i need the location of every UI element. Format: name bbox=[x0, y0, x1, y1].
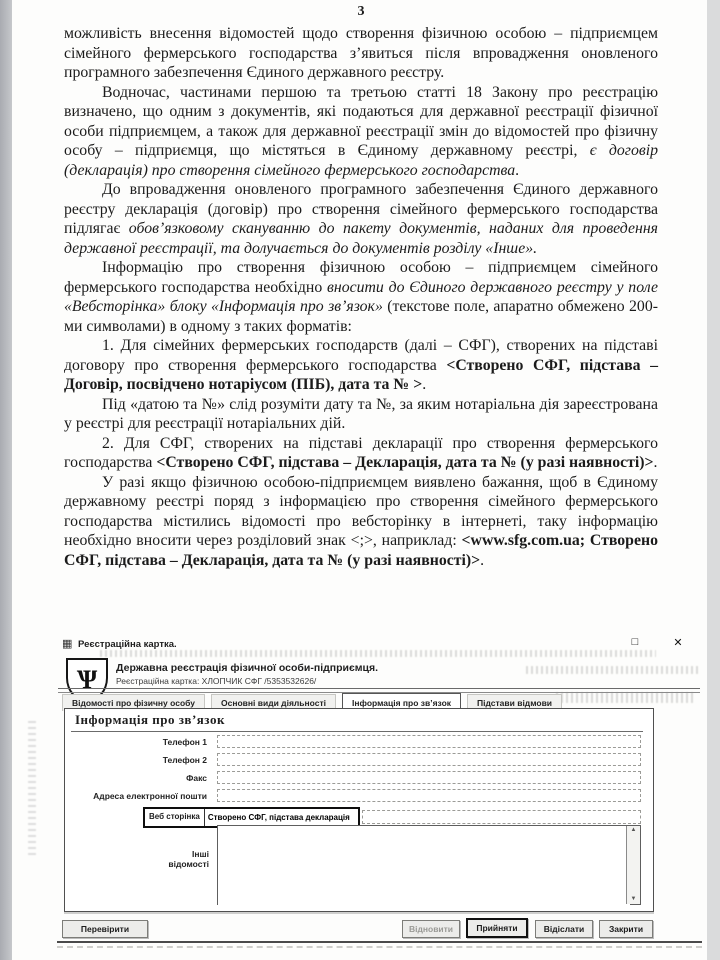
scroll-down-icon[interactable]: ▼ bbox=[630, 896, 637, 902]
window-bottom-edge bbox=[57, 941, 702, 943]
header-title: Державна реєстрація фізичної особи-підприємця. bbox=[116, 662, 379, 674]
tab-refusal-grounds[interactable]: Підстави відмови bbox=[467, 694, 562, 711]
close-window-button[interactable]: Закрити bbox=[599, 920, 653, 938]
scroll-up-icon[interactable]: ▲ bbox=[630, 827, 637, 833]
document-body bbox=[64, 24, 658, 570]
scan-edge-right bbox=[707, 0, 720, 960]
contact-info-groupbox bbox=[64, 708, 654, 912]
scan-artifact bbox=[556, 692, 696, 703]
restore-button[interactable]: Відновити bbox=[402, 920, 460, 938]
paragraph: Водночас, частинами першою та третьою статті 18 Закону про реєстрацію визначено, що одним з документів, які подаються для державної реєстрації фізичної особи підприємцем, а також для державної реєстрації змін до відомостей про фізичну особу – підприємця, що містяться в Єдиному державному реєстрі, є договір (декларація) про створення сімейного фермерського господарства. bbox=[64, 83, 658, 179]
page-number: 3 bbox=[357, 4, 365, 19]
paragraph: Під «датою та №» слід розуміти дату та №, за яким нотаріальна дія зареєстрована у реєстрі для реєстрації нотаріальних дій. bbox=[64, 395, 658, 432]
maximize-button[interactable]: □ bbox=[631, 636, 639, 648]
tab-main-activities[interactable]: Основні види діяльності bbox=[211, 694, 336, 711]
paragraph: У разі якщо фізичною особою-підприємцем виявлено бажання, щоб в Єдиному державному реєстрі поряд з інформацією про створення сімейного фермерського господарства містились відомості про вебсторінку в інтернеті, таку інформацію необхідно вносити через розділовий знак <;>, наприклад: <www.sfg.com.ua; Створено СФГ, підстава – Декларація, дата та № (у разі наявності)>. bbox=[64, 473, 658, 569]
phone1-input[interactable] bbox=[217, 735, 641, 748]
other-info-textarea[interactable] bbox=[218, 826, 630, 908]
scan-edge-left bbox=[0, 0, 12, 960]
email-label: Адреса електронної пошти bbox=[93, 791, 207, 801]
phone1-label: Телефон 1 bbox=[162, 737, 207, 747]
scan-artifact bbox=[57, 946, 702, 948]
scan-artifact bbox=[28, 720, 36, 855]
phone2-label: Телефон 2 bbox=[162, 755, 207, 765]
fax-input[interactable] bbox=[217, 771, 641, 784]
check-button[interactable]: Перевірити bbox=[62, 920, 148, 938]
paragraph: До впровадження оновленого програмного забезпечення Єдиного державного реєстру декларація (договір) про створення сімейного фермерського господарства підлягає обов’язковому скануванню до пакету документів, наданих для проведення державної реєстрації, та долучається до документів розділу «Інше». bbox=[64, 181, 659, 257]
website-input-extension[interactable] bbox=[362, 810, 641, 824]
website-label: Веб сторінка bbox=[145, 809, 205, 826]
other-info-wrapper bbox=[217, 825, 641, 905]
close-button[interactable]: ✕ bbox=[673, 637, 683, 649]
scan-artifact bbox=[100, 650, 656, 657]
header-subtitle: Реєстраційна картка: ХЛОПЧИК СФГ /5353532626/ bbox=[116, 676, 317, 686]
other-info-label: Інші відомості bbox=[168, 849, 209, 869]
website-input[interactable] bbox=[205, 809, 358, 826]
window-icon: ▦ bbox=[62, 638, 73, 650]
paragraph: 1. Для сімейних фермерських господарств (далі – СФГ), створених на підставі договору про створення фермерського господарства <Створено СФГ, підстава – Договір, посвідчено нотаріусом (ПІБ), дата та № >. bbox=[64, 337, 658, 393]
scan-artifact bbox=[526, 666, 698, 674]
groupbox-title: Інформація про зв’язок bbox=[75, 712, 225, 727]
send-button[interactable]: Відіслати bbox=[535, 920, 593, 938]
paragraph: 2. Для СФГ, створених на підставі декларації про створення фермерського господарства <Створено СФГ, підстава – Декларація, дата та № (у разі наявності)>. bbox=[64, 434, 658, 471]
groupbox-rule bbox=[71, 731, 643, 732]
email-input[interactable] bbox=[217, 789, 641, 802]
phone2-input[interactable] bbox=[217, 753, 641, 766]
paragraph: Інформацію про створення фізичною особою – підприємцем сімейного фермерського господарства необхідно вносити до Єдиного державного реєстру у поле «Вебсторінка» блоку «Інформація про зв’язок» (текстове поле, апаратно обмежено 200-ми символами) в одному з таких форматів: bbox=[64, 259, 658, 335]
tab-contact-info[interactable]: Інформація про зв’язок bbox=[342, 693, 461, 710]
paragraph: можливість внесення відомостей щодо створення фізичною особою – підприємцем сімейного фермерського господарства з’явиться після впровадження оновленого програмного забезпечення Єдиного державного реєстру. bbox=[64, 25, 658, 81]
scrollbar[interactable] bbox=[626, 826, 640, 904]
fax-label: Факс bbox=[186, 773, 207, 783]
tab-person-details[interactable]: Відомості про фізичну особу bbox=[62, 694, 205, 711]
registration-card-window bbox=[56, 632, 704, 954]
trident-logo-icon: Ѱ bbox=[66, 658, 108, 702]
window-title: Реєстраційна картка. bbox=[78, 639, 177, 650]
accept-button[interactable]: Прийняти bbox=[466, 918, 528, 938]
